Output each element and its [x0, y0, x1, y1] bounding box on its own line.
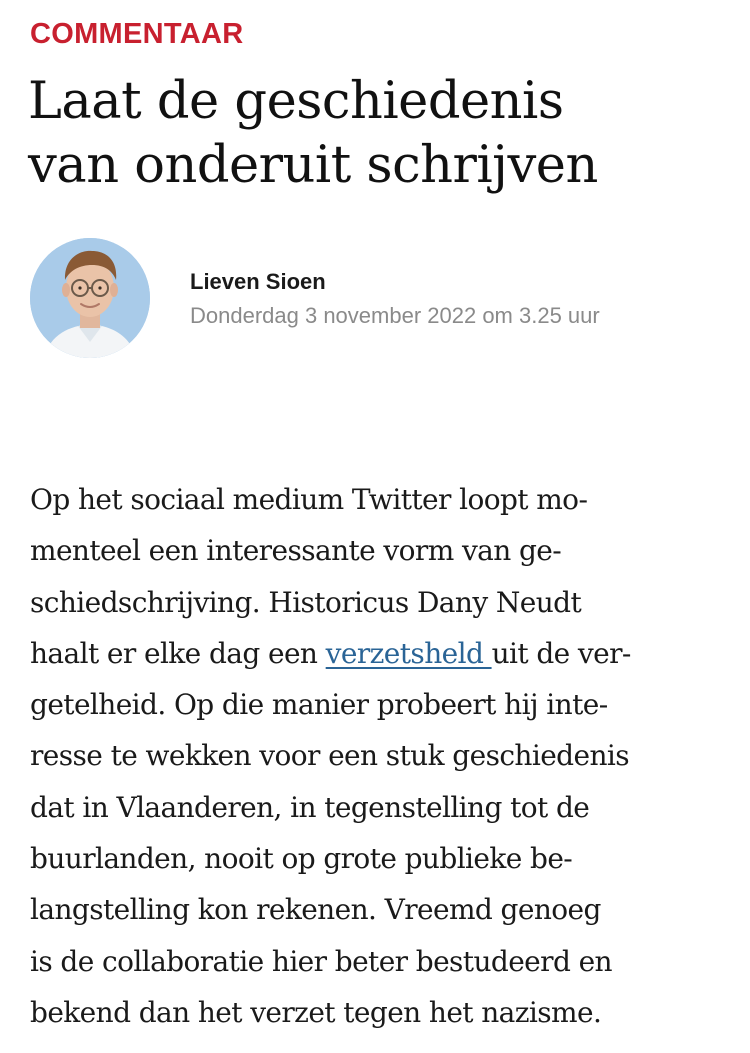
body-line: schiedschrijving. Historicus Dany Neudt [30, 585, 582, 619]
body-line: langstelling kon rekenen. Vreemd genoeg [30, 893, 601, 927]
author-portrait-icon [30, 238, 150, 358]
body-line: Op het sociaal medium Twitter loopt mo- [30, 483, 588, 516]
section-kicker[interactable]: COMMENTAAR [30, 18, 244, 50]
body-line: dat in Vlaanderen, in tegenstelling tot de [30, 790, 590, 824]
headline-line: Laat de geschiedenis [28, 72, 564, 131]
author-avatar[interactable] [30, 238, 150, 358]
article-body [30, 474, 730, 1038]
verzetsheld-link[interactable]: verzetsheld [325, 636, 492, 670]
body-line: getelheid. Op die manier probeert hij inte- [30, 688, 608, 722]
body-line: menteel een interessante vorm van ge- [30, 534, 562, 568]
body-line: bekend dan het verzet tegen het nazisme. [30, 995, 602, 1029]
body-line: buurlanden, nooit op grote publieke be- [30, 842, 573, 876]
body-text-fragment: uit de ver- [491, 636, 631, 670]
body-text-fragment: haalt er elke dag een [30, 636, 326, 670]
body-line-with-link [30, 628, 730, 679]
author-byline [30, 238, 720, 362]
author-name[interactable]: Lieven Sioen [190, 269, 326, 294]
publish-date: Donderdag 3 november 2022 om 3.25 uur [190, 303, 600, 328]
article-headline [28, 70, 728, 198]
body-line: resse te wekken voor een stuk geschiedenis [30, 739, 630, 773]
headline-line: van onderuit schrijven [28, 136, 598, 195]
body-line: is de collaboratie hier beter bestudeerd en [30, 944, 612, 978]
